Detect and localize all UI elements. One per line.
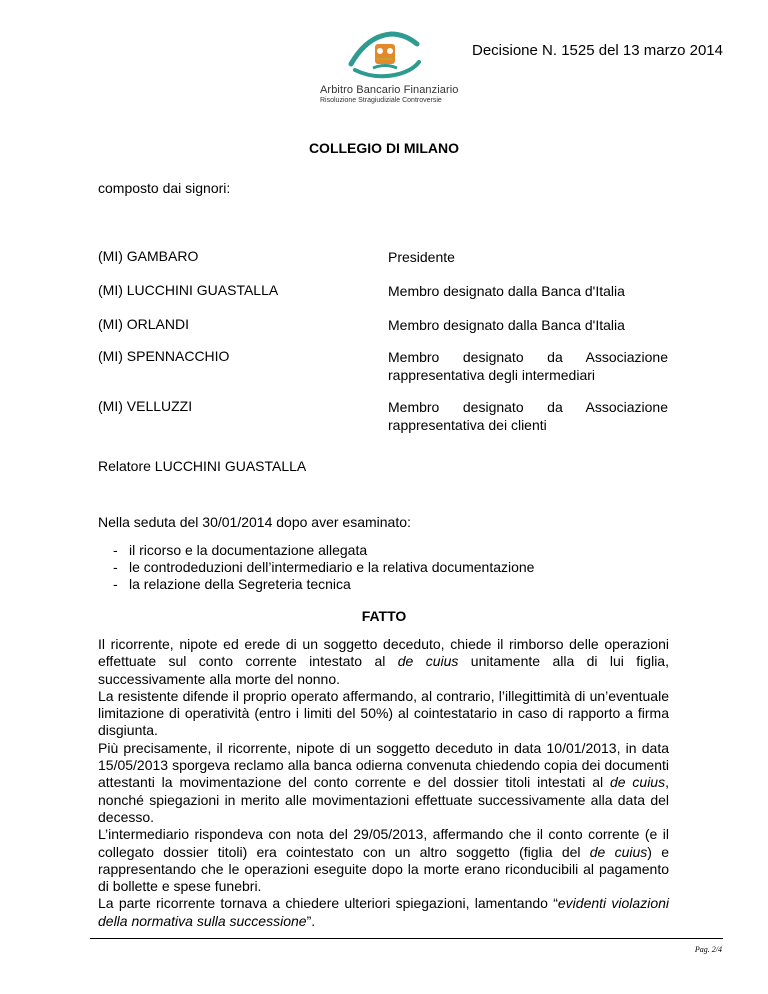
member-role-line2: rappresentativa degli intermediari <box>388 367 595 383</box>
paragraph: Più precisamente, il ricorrente, nipote di un soggetto deceduto in data 10/01/2013, in data 15/05/2013 sporgeva reclamo alla banca odierna convenuta chiedendo copia dei documenti attestanti la movimentazione del conto corrente e del dossier titoli intestati al de cuius, nonché spiegazioni in merito alle movimentazioni effettuate successivamente alla data del decesso. <box>98 739 669 825</box>
list-item: - il ricorso e la documentazione allegata <box>113 542 368 558</box>
documents-list <box>113 542 534 593</box>
paragraph: La parte ricorrente tornava a chiedere ulteriori spiegazioni, lamentando “evidenti violazioni della normativa sulla successione”. <box>98 895 669 929</box>
logo-name: Arbitro Bancario Finanziario <box>320 84 459 96</box>
fatto-body <box>98 636 669 930</box>
member-role-line1: Membro designato da Associazione <box>388 399 668 415</box>
member-name: (MI) GAMBARO <box>98 248 199 264</box>
member-role-line1: Membro designato da Associazione <box>388 349 668 365</box>
member-role: Presidente <box>388 249 455 265</box>
member-name: (MI) VELLUZZI <box>98 398 193 414</box>
list-item: - le controdeduzioni dell’intermediario e la relativa documentazione <box>113 559 535 575</box>
member-role <box>388 398 668 434</box>
list-item: - la relazione della Segreteria tecnica <box>113 576 351 592</box>
relatore: Relatore LUCCHINI GUASTALLA <box>98 458 307 474</box>
footer-divider <box>90 938 723 939</box>
paragraph: L’intermediario rispondeva con nota del 29/05/2013, affermando che il conto corrente (e il collegato dossier titoli) era cointestato con un altro soggetto (figlia del de cuius) e rappresentando che le operazioni eseguite dopo la morte erano riconducibili al pagamento di bollette e spese funebri. <box>98 826 669 895</box>
collegio-title: COLLEGIO DI MILANO <box>308 140 460 156</box>
member-role-line2: rappresentativa dei clienti <box>388 417 547 433</box>
member-role <box>388 348 668 384</box>
paragraph: La resistente difende il proprio operato affermando, al contrario, l’illegittimità di un’eventuale limitazione di operatività (entro i limiti del 50%) al cointestatario in caso di rapporto a firma disgiunta. <box>98 687 669 739</box>
paragraph: Il ricorrente, nipote ed erede di un soggetto deceduto, chiede il rimborso delle operazioni effettuate sul conto corrente intestato al de cuius unitamente alla di lui figlia, successivamente alla morte del nonno. <box>98 636 669 687</box>
page-number: Pag. 2/4 <box>694 945 722 954</box>
member-role: Membro designato dalla Banca d'Italia <box>388 317 625 333</box>
member-name: (MI) LUCCHINI GUASTALLA <box>98 282 279 298</box>
abf-logo <box>314 30 459 108</box>
fatto-heading: FATTO <box>361 608 407 624</box>
composto-label: composto dai signori: <box>98 180 231 196</box>
member-name: (MI) SPENNACCHIO <box>98 348 230 364</box>
decision-number: Decisione N. 1525 del 13 marzo 2014 <box>472 42 723 59</box>
member-role: Membro designato dalla Banca d'Italia <box>388 283 625 299</box>
logo-subtitle: Risoluzione Stragiudiziale Controversie <box>320 97 442 104</box>
abf-emblem-icon <box>345 30 425 82</box>
member-name: (MI) ORLANDI <box>98 316 189 332</box>
seduta: Nella seduta del 30/01/2014 dopo aver esaminato: <box>98 514 411 530</box>
